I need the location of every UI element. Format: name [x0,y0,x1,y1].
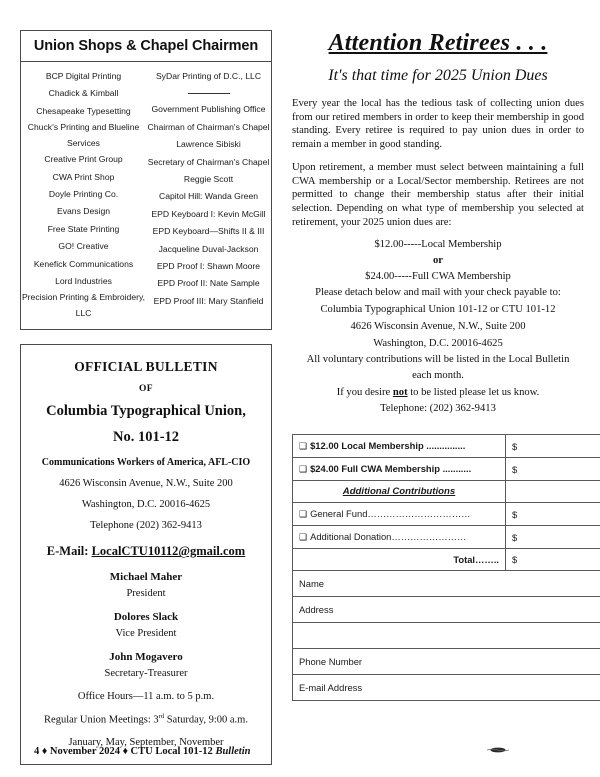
form-row-email[interactable] [293,675,600,701]
attention-title: Attention Retirees . . . [328,30,548,56]
footer-ornament-icon [487,746,509,754]
not-listed-note [292,386,584,400]
attention-telephone: Telephone: (202) 362-9413 [380,403,496,415]
shop-entry: CWA Print Shop [52,171,115,182]
officer-role: President [126,588,166,600]
email-address-field[interactable]: E-mail Address [293,675,600,701]
additional-donation-label[interactable] [293,526,506,549]
meetings-suffix: Saturday, 9:00 a.m. [164,714,248,726]
chapel-entry: Government Publishing Office [151,104,266,115]
page-footer [34,746,250,757]
meetings-ordinal-suffix: rd [158,713,165,721]
not-listed-emphasis: not [392,386,408,398]
general-fund-label[interactable] [293,503,506,526]
form-row-general-fund[interactable] [293,503,600,526]
shop-entry: Creative Print Group [44,154,123,165]
form-row-additional-donation[interactable] [293,526,600,549]
form-row-contributions-heading [293,481,600,503]
chapel-entry: Chairman of Chairman's Chapel [147,121,270,132]
detach-instruction: Please detach below and mail with your check payable to: [315,287,561,299]
chapel-entry: EPD Keyboard I: Kevin McGill [151,208,266,219]
additional-contributions-heading: Additional Contributions [293,481,506,503]
chapel-entry: EPD Keyboard—Shifts II & III [152,226,265,237]
payee-address-1: 4626 Wisconsin Avenue, N.W., Suite 200 [350,320,526,332]
voluntary-note-2: each month. [412,369,464,381]
chapel-entry: EPD Proof III: Mary Stanfield [153,295,264,306]
left-column [20,30,272,765]
section-divider-rule [188,93,230,94]
officer-name: Michael Maher [109,571,183,584]
bulletin-email-row [29,544,263,559]
checkbox-icon[interactable]: ❑ [299,533,308,544]
shop-entry: Chesapeake Typesetting [36,105,131,116]
payee-name: Columbia Typographical Union 101-12 or CTU 101-12 [320,304,556,316]
chapel-entry: EPD Proof II: Nate Sample [157,278,260,289]
chapel-entry: Secretary of Chairman's Chapel [147,156,270,167]
regular-meetings [29,713,263,726]
attention-subtitle: It's that time for 2025 Union Dues [328,67,548,84]
checkbox-icon[interactable]: ❑ [299,442,308,453]
shop-entry: SyDar Printing of D.C., LLC [155,71,262,81]
chapel-entry: Lawrence Sibiski [176,139,241,150]
full-cwa-membership-text: $24.00 Full CWA Membership ........... [310,463,472,475]
meeting-months: January, May, September, November [68,736,224,748]
additional-donation-amount-input[interactable]: $ [506,526,600,549]
shop-entry: Evans Design [56,206,111,217]
general-fund-text: General Fund…………………………… [310,508,471,520]
not-listed-suffix: to be listed please let us know. [407,386,540,398]
name-field[interactable]: Name [293,571,600,597]
shop-entry: Lord Industries [55,276,112,287]
bulletin-email-label: E-Mail: [46,544,89,559]
bulletin-email-link[interactable]: LocalCTU10112@gmail.com [91,544,246,559]
dues-or-label: or [433,255,443,267]
union-shops-left-column [21,68,146,321]
union-shops-title: Union Shops & Chapel Chairmen [21,31,271,62]
union-shops-body [21,62,271,329]
chapel-entry: Capitol Hill: Wanda Green [158,191,259,202]
local-membership-label[interactable] [293,435,506,458]
meetings-prefix: Regular Union Meetings: 3 [44,714,159,726]
form-row-phone[interactable] [293,649,600,675]
full-cwa-membership-amount-input[interactable]: $ [506,458,600,481]
general-fund-amount-input[interactable]: $ [506,503,600,526]
total-amount-input[interactable]: $ [506,549,600,571]
officer-role: Secretary-Treasurer [104,668,188,680]
bulletin-address-line-1: 4626 Wisconsin Avenue, N.W., Suite 200 [59,478,233,490]
dues-remittance-form [292,434,600,701]
officer-name: John Mogavero [109,651,183,664]
payee-address-2: Washington, D.C. 20016-4625 [373,337,503,349]
form-row-local-membership[interactable] [293,435,600,458]
bulletin-heading: OFFICIAL BULLETIN [74,359,218,375]
phone-number-field[interactable]: Phone Number [293,649,600,675]
footer-text: 4 ♦ November 2024 ♦ CTU Local 101-12 [34,746,216,757]
form-row-name[interactable] [293,571,600,597]
dues-full-line: $24.00-----Full CWA Membership [365,270,511,282]
shop-entry: Chuck's Printing and Blueline Services [27,122,140,148]
officer-name: Dolores Slack [113,611,179,624]
bulletin-local-number: No. 101-12 [112,429,180,446]
bulletin-address-line-2: Washington, D.C. 20016-4625 [81,499,211,511]
form-row-total [293,549,600,571]
dues-local-line: $12.00-----Local Membership [374,239,502,251]
chapel-entry: Jacqueline Duval-Jackson [158,243,259,254]
union-shops-box [20,30,272,330]
shop-entry: BCP Digital Printing [45,71,122,81]
union-shops-right-column [146,68,271,321]
office-hours: Office Hours—11 a.m. to 5 p.m. [77,691,215,703]
shop-entry: Doyle Printing Co. [48,189,119,200]
shop-entry: GO! Creative [58,241,109,252]
bulletin-affiliate: Communications Workers of America, AFL-CIO [41,457,251,469]
shop-entry: Precision Printing & Embroidery, LLC [21,292,146,318]
checkbox-icon[interactable]: ❑ [299,510,308,521]
shop-entry: Free State Printing [47,223,120,234]
bulletin-of-label: OF [139,384,153,395]
total-label: Total…….. [293,549,506,571]
local-membership-text: $12.00 Local Membership ............... [310,440,466,452]
shop-entry: Chadick & Kimball [48,88,119,99]
shop-entry: Kenefick Communications [33,258,134,269]
not-listed-prefix: If you desire [336,386,393,398]
additional-donation-text: Additional Donation…………………… [310,531,467,543]
form-row-full-cwa-membership[interactable] [293,458,600,481]
address-field-line-2[interactable] [293,623,600,649]
right-column [292,30,584,701]
voluntary-note-1: All voluntary contributions will be listed in the Local Bulletin [306,354,570,366]
form-row-address[interactable] [293,597,600,623]
full-cwa-membership-label[interactable] [293,458,506,481]
form-row-address-continued[interactable] [293,623,600,649]
bulletin-union-name: Columbia Typographical Union, [46,403,246,420]
chapel-entry: Reggie Scott [183,174,234,185]
attention-paragraph-1: Every year the local has the tedious task of collecting union dues from our retired members in order to keep their membership in good standing. Every retiree is required to pay union dues in order to remain a member in good standing. [292,98,584,151]
chapel-entry: EPD Proof I: Shawn Moore [156,261,261,272]
bulletin-telephone: Telephone (202) 362-9413 [90,520,202,532]
footer-publication-name: Bulletin [215,746,251,757]
address-field[interactable]: Address [293,597,600,623]
contributions-heading-spacer [506,481,600,503]
checkbox-icon[interactable]: ❑ [299,465,308,476]
local-membership-amount-input[interactable]: $ [506,435,600,458]
officer-role: Vice President [115,628,177,640]
official-bulletin-box [20,344,272,765]
attention-paragraph-2: Upon retirement, a member must select between maintaining a full CWA membership or a Local/Sector membership. Retirees are not permitted to change their membership status after their initial selection. Depending on what type of membership you selected at retirement, your 2025 union dues are: [292,161,584,228]
